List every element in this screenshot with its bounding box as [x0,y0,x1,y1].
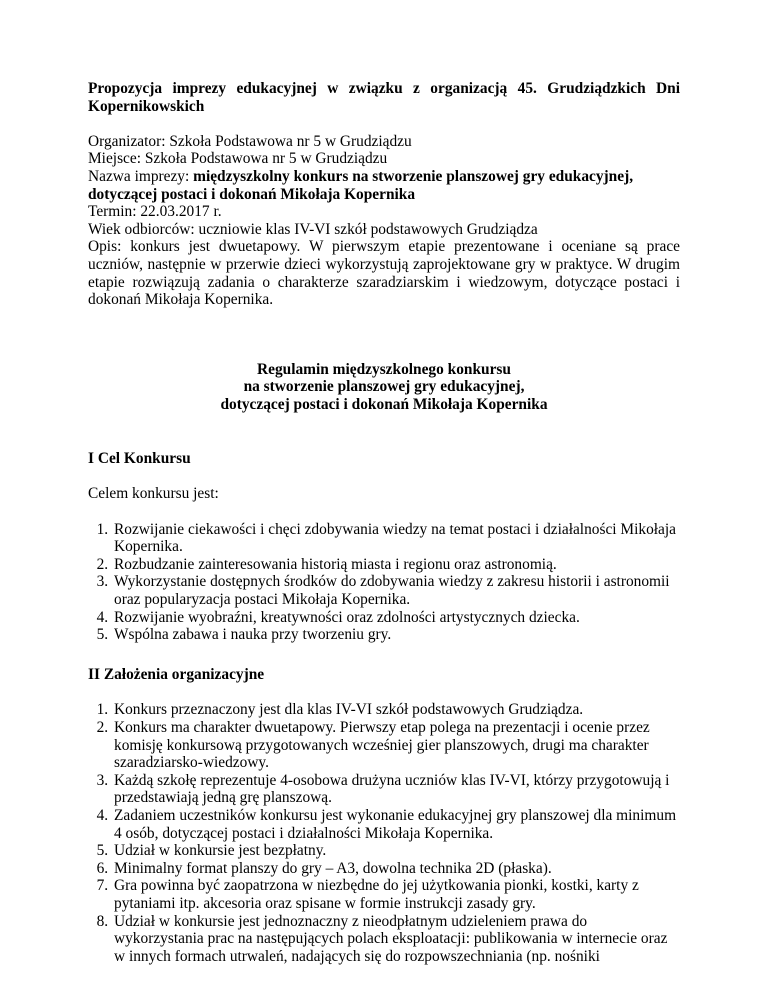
organizer-line: Organizator: Szkoła Podstawowa nr 5 w Grudziądzu [88,132,412,150]
regulamin-title-line: dotyczącej postaci i dokonań Mikołaja Kopernika [220,395,548,413]
goal-list [88,521,680,644]
list-item: 6. Minimalny format planszy do gry – A3, dowolna technika 2D (płaska). [112,860,680,878]
regulamin-title-line: na stworzenie planszowej gry edukacyjnej, [243,378,525,396]
list-item: 7. Gra powinna być zaopatrzona w niezbędne do jej użytkowania pionki, kostki, karty z pytaniami itp. akcesoria oraz spisane w formie instrukcji zasady gry. [112,877,680,912]
list-item: 2. Rozbudzanie zainteresowania historią miasta i regionu oraz astronomią. [112,556,680,574]
place-line: Miejsce: Szkoła Podstawowa nr 5 w Grudziądzu [88,150,388,168]
document-title: Propozycja imprezy edukacyjnej w związku z organizacją 45. Grudziądzkich Dni Kopernikowskich [88,80,680,115]
list-item: 5. Udział w konkursie jest bezpłatny. [112,842,680,860]
description-line: Opis: konkurs jest dwuetapowy. W pierwszym etapie prezentowane i oceniane są prace uczniów, następnie w przerwie dzieci wykorzystują zaprojektowane gry w praktyce. W drugim etapie rozwiązują zadania o charakterze szaradziarskim i wiedzowym, dotyczące postaci i dokonań Mikołaja Kopernika. [88,238,680,309]
list-item: 8. Udział w konkursie jest jednoznaczny z nieodpłatnym udzieleniem prawa do wykorzystania prac na następujących polach eksploatacji: publikowania w internecie oraz w innych formach utrwaleń, nadających się do rozpowszechniania (np. nośniki [112,913,680,966]
audience-line: Wiek odbiorców: uczniowie klas IV-VI szkół podstawowych Grudziądza [88,220,538,238]
list-item: 2. Konkurs ma charakter dwuetapowy. Pierwszy etap polega na prezentacji i ocenie przez komisję konkursową przygotowanych wcześniej gier planszowych, drugi ma charakter szaradziarsko-wiedzowy. [112,719,680,772]
date-line: Termin: 22.03.2017 r. [88,203,222,221]
organization-list [88,701,680,965]
regulamin-title-line: Regulamin międzyszkolnego konkursu [257,360,511,378]
event-name-line [88,168,680,203]
section-heading-organization: II Założenia organizacyjne [88,665,265,683]
section-heading-goal: I Cel Konkursu [88,449,191,467]
event-name-value: międzyszkolny konkurs na stworzenie planszowej gry edukacyjnej, dotyczącej postaci i dokonań Mikołaja Kopernika [88,167,634,203]
list-item: 3. Wykorzystanie dostępnych środków do zdobywania wiedzy z zakresu historii i astronomii oraz popularyzacja postaci Mikołaja Kopernika. [112,573,680,608]
goal-intro: Celem konkursu jest: [88,485,219,503]
event-info [88,133,680,309]
regulamin-title [88,361,680,414]
list-item: 1. Rozwijanie ciekawości i chęci zdobywania wiedzy na temat postaci i działalności Mikołaja Kopernika. [112,521,680,556]
list-item: 1. Konkurs przeznaczony jest dla klas IV-VI szkół podstawowych Grudziądza. [112,701,680,719]
list-item: 4. Zadaniem uczestników konkursu jest wykonanie edukacyjnej gry planszowej dla minimum 4 osób, dotyczącej postaci i działalności Mikołaja Kopernika. [112,807,680,842]
document-page [88,80,680,965]
list-item: 4. Rozwijanie wyobraźni, kreatywności oraz zdolności artystycznych dziecka. [112,609,680,627]
list-item: 3. Każdą szkołę reprezentuje 4-osobowa drużyna uczniów klas IV-VI, którzy przygotowują i przedstawiają jedną grę planszową. [112,772,680,807]
event-name-label: Nazwa imprezy: [88,167,194,185]
list-item: 5. Wspólna zabawa i nauka przy tworzeniu gry. [112,626,680,644]
